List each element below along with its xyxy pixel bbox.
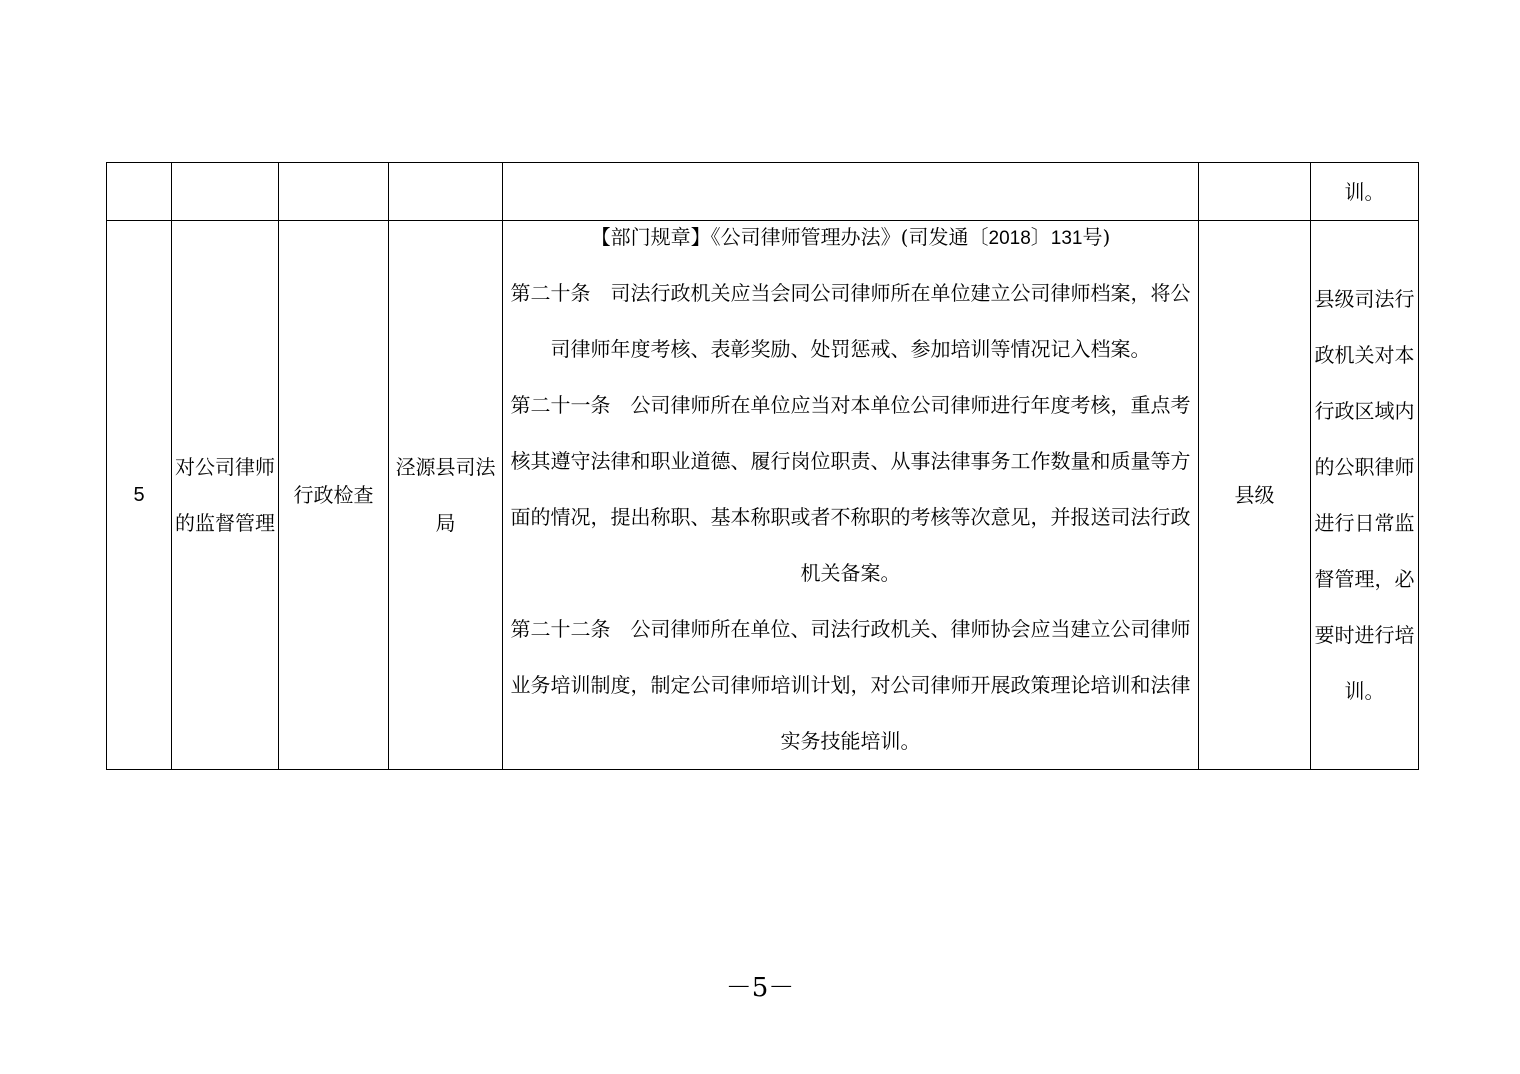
- cell-basis-empty: [503, 163, 1199, 221]
- page-number: －5－: [725, 973, 795, 1003]
- cell-index: 5: [107, 221, 172, 770]
- cell-level-empty: [1199, 163, 1311, 221]
- cell-org-empty: [389, 163, 503, 221]
- cell-name-empty: [172, 163, 279, 221]
- cell-item-name: 对公司律师的监督管理: [172, 221, 279, 770]
- basis-article-22: 第二十二条 公司律师所在单位、司法行政机关、律师协会应当建立公司律师业务培训制度，制定公司律师培训计划，对公司律师开展政策理论培训和法律实务技能培训。: [510, 617, 1191, 753]
- basis-source-suffix: 号): [1082, 225, 1111, 249]
- cell-item-type: 行政检查: [279, 221, 389, 770]
- cell-index-empty: [107, 163, 172, 221]
- basis-article-20: 第二十条 司法行政机关应当会同公司律师所在单位建立公司律师档案，将公司律师年度考核、表彰奖励、处罚惩戒、参加培训等情况记入档案。: [510, 281, 1191, 361]
- authority-table: [106, 162, 1419, 770]
- cell-level: 县级: [1199, 221, 1311, 770]
- table-row: [107, 221, 1419, 770]
- basis-article-21: 第二十一条 公司律师所在单位应当对本单位公司律师进行年度考核，重点考核其遵守法律和职业道德、履行岗位职责、从事法律事务工作数量和质量等方面的情况，提出称职、基本称职或者不称职的考核等次意见，并报送司法行政机关备案。: [510, 393, 1191, 585]
- basis-source: [503, 221, 1198, 255]
- cell-remark: 县级司法行政机关对本行政区域内的公职律师进行日常监督管理，必要时进行培训。: [1311, 221, 1419, 770]
- cell-legal-basis: [503, 221, 1199, 770]
- cell-implementing-org: 泾源县司法局: [389, 221, 503, 770]
- table-row-continuation: [107, 163, 1419, 221]
- basis-source-prefix: 【部门规章】《公司律师管理办法》(司发通〔: [590, 225, 989, 249]
- cell-remark-continuation: 训。: [1311, 163, 1419, 221]
- basis-source-year: 2018: [988, 228, 1031, 249]
- basis-source-number: 131: [1050, 228, 1083, 249]
- basis-source-mid: 〕: [1030, 225, 1051, 249]
- cell-type-empty: [279, 163, 389, 221]
